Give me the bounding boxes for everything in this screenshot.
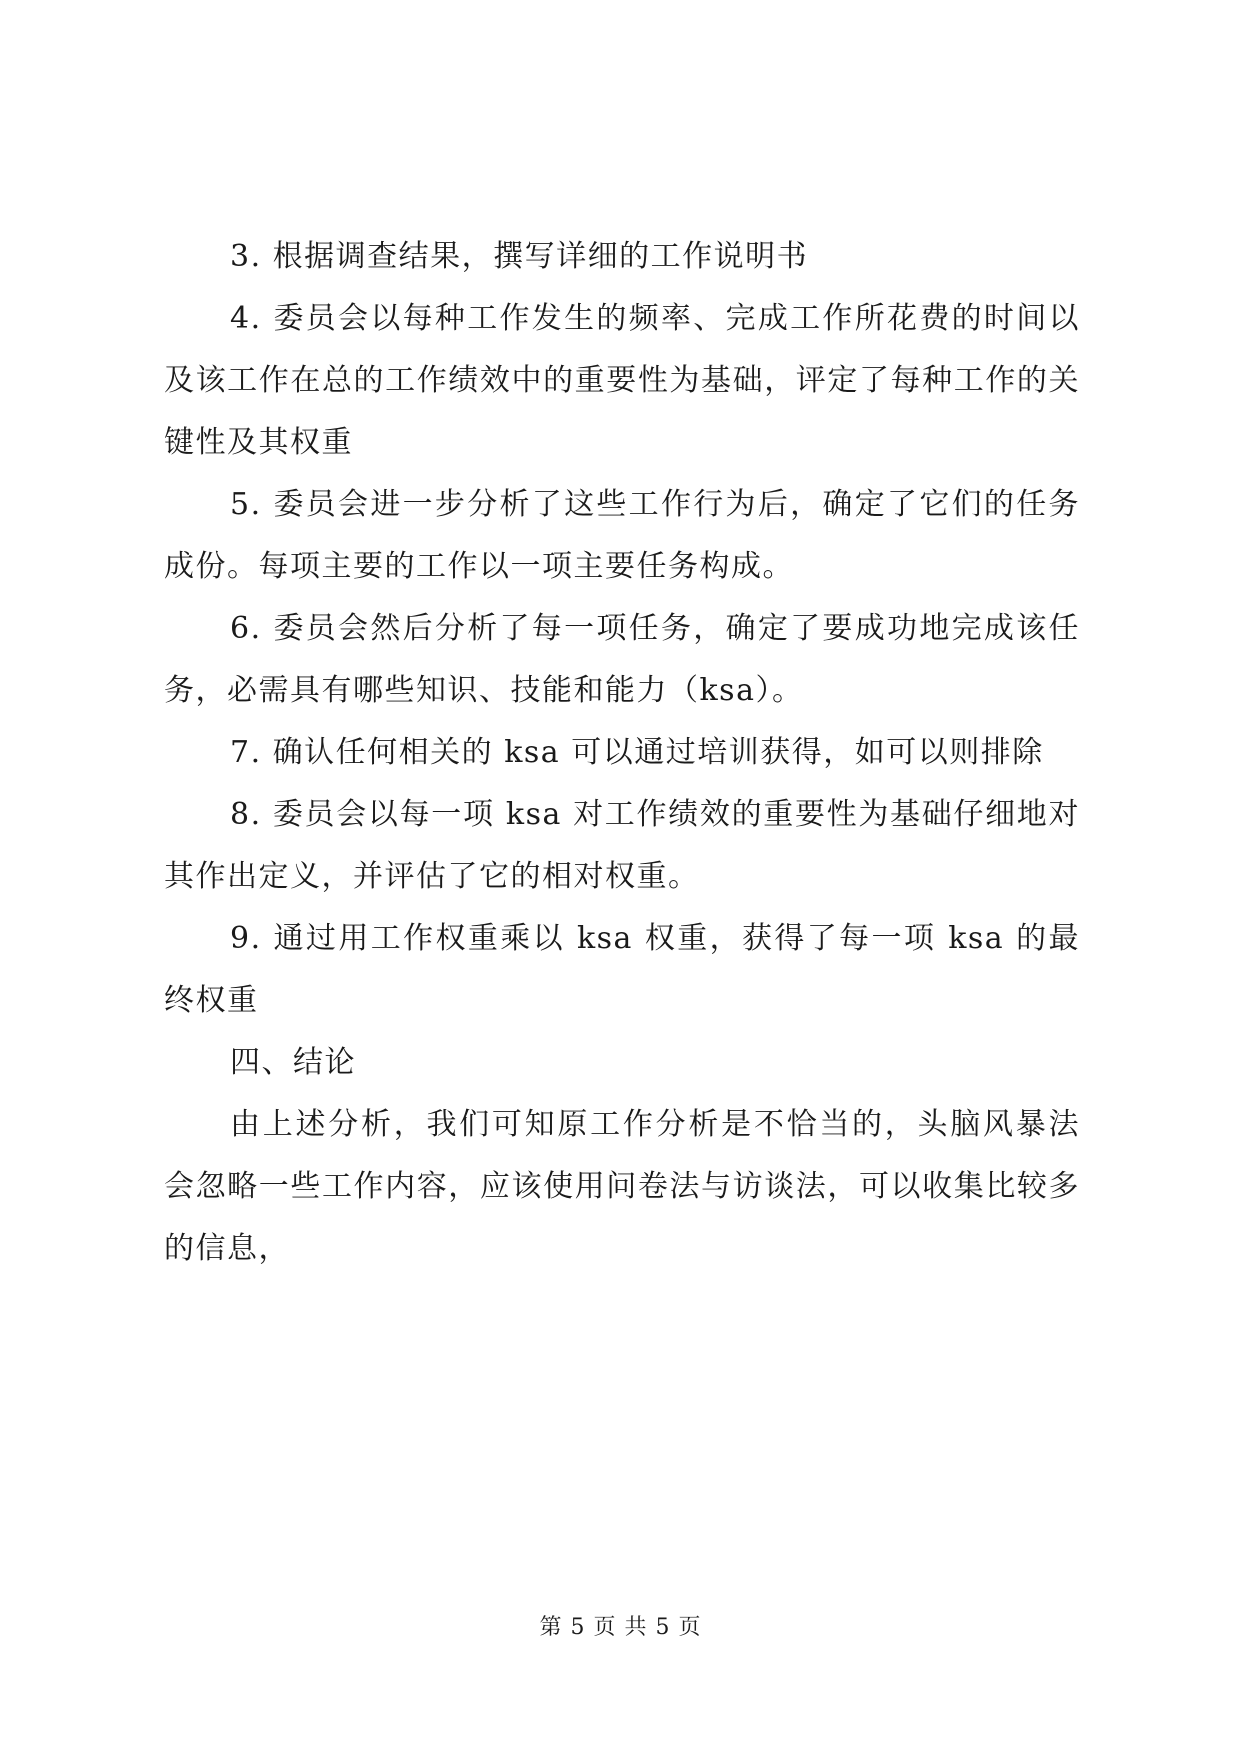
- paragraph-step-7: 7. 确认任何相关的 ksa 可以通过培训获得，如可以则排除: [230, 735, 1044, 770]
- paragraph-step-9: 9. 通过用工作权重乘以 ksa 权重，获得了每一项 ksa 的最终权重: [164, 921, 1080, 1018]
- paragraph-step-6: 6. 委员会然后分析了每一项任务，确定了要成功地完成该任务，必需具有哪些知识、技能和能力（ksa）。: [164, 611, 1080, 708]
- paragraph-step-4: 4. 委员会以每种工作发生的频率、完成工作所花费的时间以及该工作在总的工作绩效中的重要性为基础，评定了每种工作的关键性及其权重: [164, 301, 1080, 460]
- paragraph-step-3: 3. 根据调查结果，撰写详细的工作说明书: [230, 239, 809, 274]
- section-heading-conclusion: 四、结论: [230, 1045, 356, 1080]
- paragraph-step-8: 8. 委员会以每一项 ksa 对工作绩效的重要性为基础仔细地对其作出定义，并评估了它的相对权重。: [164, 797, 1080, 894]
- paragraph-conclusion: 由上述分析，我们可知原工作分析是不恰当的，头脑风暴法会忽略一些工作内容，应该使用问卷法与访谈法，可以收集比较多的信息，: [164, 1107, 1080, 1266]
- paragraph-step-5: 5. 委员会进一步分析了这些工作行为后，确定了它们的任务成份。每项主要的工作以一项主要任务构成。: [164, 487, 1080, 584]
- page-footer: 第 5 页 共 5 页: [539, 1615, 702, 1640]
- document-body: [164, 226, 1080, 1280]
